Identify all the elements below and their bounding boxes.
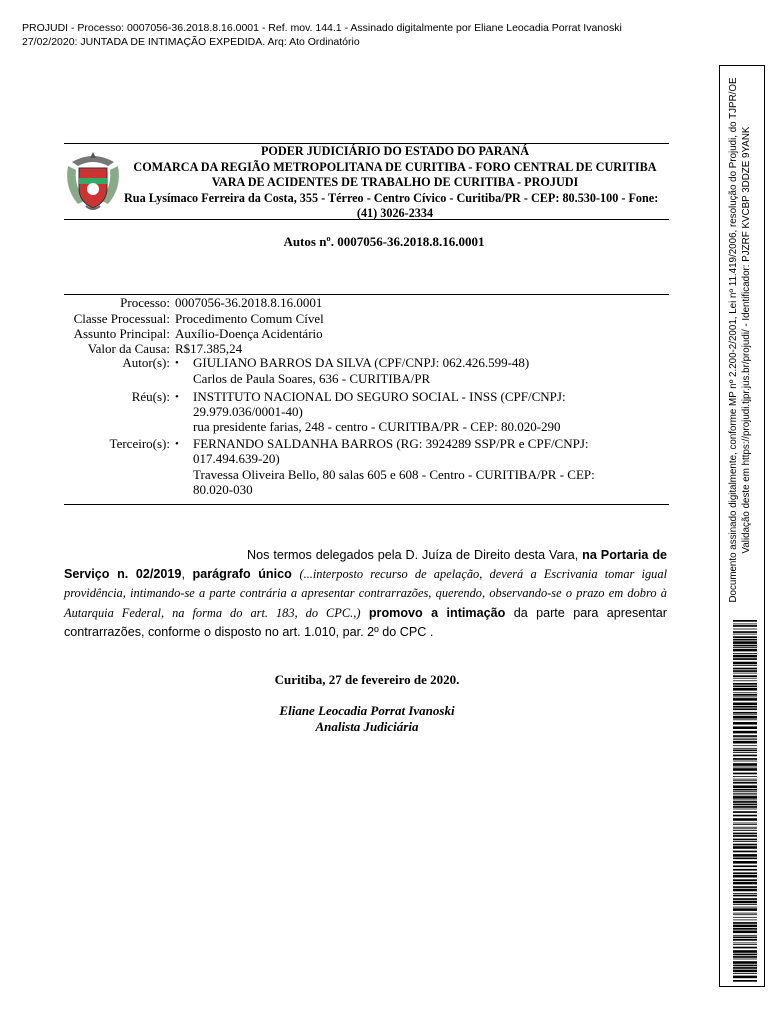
assunto-value: Auxílio-Doença Acidentário — [175, 326, 323, 341]
reu-line: 29.979.036/0001-40) — [193, 404, 303, 419]
terceiro-line: FERNANDO SALDANHA BARROS (RG: 3924289 SSP/PR e CPF/CNPJ: — [193, 436, 589, 451]
signer-block — [0, 703, 734, 735]
autor-line: GIULIANO BARROS DA SILVA (CPF/CNPJ: 062.426.599-48) — [193, 355, 530, 370]
autor-label: Autor(s): — [122, 355, 170, 370]
court-phone: (41) 3026-2334 — [356, 206, 434, 220]
body-paragraph — [64, 546, 667, 642]
comarca-name: COMARCA DA REGIÃO METROPOLITANA DE CURITIBA - FORO CENTRAL DE CURITIBA — [133, 159, 657, 174]
court-name: PODER JUDICIÁRIO DO ESTADO DO PARANÁ — [260, 144, 530, 158]
body-na: na — [582, 548, 597, 562]
reu-line: INSTITUTO NACIONAL DO SEGURO SOCIAL - INSS (CPF/CNPJ: — [193, 389, 566, 404]
processo-value: 0007056-36.2018.8.16.0001 — [175, 295, 323, 310]
court-address: Rua Lysímaco Ferreira da Costa, 355 - Térreo - Centro Cívico - Curitiba/PR - CEP: 80.530-100 - Fone: — [124, 190, 659, 205]
terceiro-bullet: • — [175, 438, 179, 450]
classe-value: Procedimento Comum Cível — [175, 311, 324, 326]
reu-label: Réu(s): — [131, 389, 170, 404]
vara-name: VARA DE ACIDENTES DE TRABALHO DE CURITIBA - PROJUDI — [211, 175, 579, 189]
body-rest: da parte para apresentar contrarrazões, conforme o disposto no art. 1.010, par. 2º do CPC . — [64, 605, 667, 639]
barcode-icon — [733, 620, 757, 982]
assunto-label: Assunto Principal: — [73, 326, 170, 341]
header-line-1: PROJUDI - Processo: 0007056-36.2018.8.16.0001 - Ref. mov. 144.1 - Assinado digitalmente por Eliane Leocadia Porrat Ivanoski — [22, 22, 622, 34]
court-header — [122, 144, 668, 222]
processo-label: Processo: — [120, 295, 170, 310]
terceiro-address: 80.020-030 — [193, 482, 253, 497]
autor-address: Carlos de Paula Soares, 636 - CURITIBA/PR — [193, 371, 431, 386]
case-bottom-rule — [64, 504, 669, 505]
signature-notice: Documento assinado digitalmente, conforme MP nº 2.200-2/2001, Lei nº 11.419/2006, resolução do Projudi, do TJPR/OE — [728, 77, 739, 603]
body-comma: , — [181, 567, 185, 582]
parana-coat-of-arms-icon — [64, 148, 122, 214]
digital-signature-text — [727, 70, 753, 610]
autos-title: Autos nº. 0007056-36.2018.8.16.0001 — [283, 234, 485, 249]
signer-name: Eliane Leocadia Porrat Ivanoski — [279, 703, 455, 718]
signer-role: Analista Judiciária — [315, 719, 419, 734]
valor-value: R$17.385,24 — [175, 341, 243, 356]
valor-label: Valor da Causa: — [87, 341, 170, 356]
validation-notice: Validação deste em https://projudi.tjpr.jus.br/projudi/ - Identificador: PJZRF KVCBP 3DDZE 9YANK — [741, 126, 752, 554]
terceiro-label: Terceiro(s): — [109, 436, 170, 451]
body-paragrafo: parágrafo único — [192, 567, 292, 582]
terceiro-line: 017.494.639-20) — [193, 451, 280, 466]
header-line-2: 27/02/2020: JUNTADA DE INTIMAÇÃO EXPEDIDA. Arq: Ato Ordinatório — [22, 36, 360, 48]
classe-label: Classe Processual: — [73, 311, 170, 326]
reu-address: rua presidente farias, 248 - centro - CURITIBA/PR - CEP: 80.020-290 — [193, 419, 561, 434]
reu-bullet: • — [175, 391, 179, 403]
autor-bullet: • — [175, 357, 179, 369]
place-date: Curitiba, 27 de fevereiro de 2020. — [274, 672, 460, 687]
terceiro-address: Travessa Oliveira Bello, 80 salas 605 e 608 - Centro - CURITIBA/PR - CEP: — [193, 467, 595, 482]
body-italic-quote: (...interposto recurso de apelação, deverá a Escrivania tomar igual providência, intimando-se a parte contrária a apresentar contrarrazões, querendo, observando-se o prazo em dobro à Autarquia Federal, na forma do art. 183, do CPC.,) — [64, 567, 668, 620]
body-promovo: promovo a intimação — [368, 605, 506, 620]
body-intro: Nos termos delegados pela D. Juíza de Direito desta Vara, — [247, 548, 579, 562]
document-header-line — [22, 21, 622, 49]
body-portaria: Portaria de Serviço n. 02/2019 — [64, 548, 668, 582]
